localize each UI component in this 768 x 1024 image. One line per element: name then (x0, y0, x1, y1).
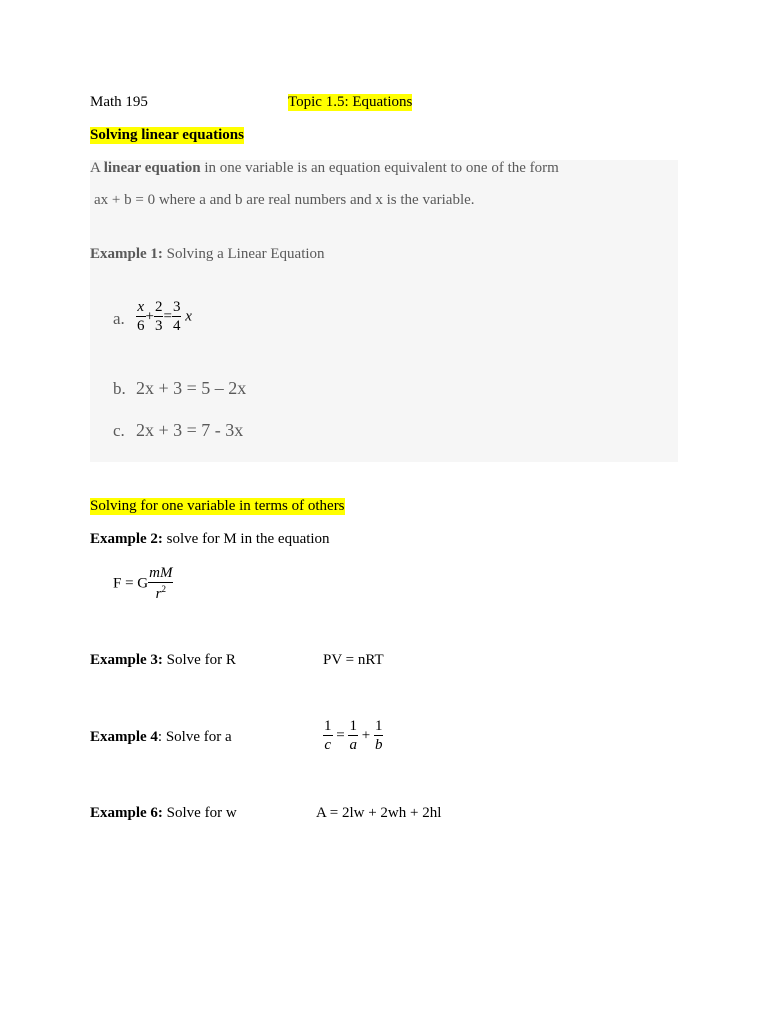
course-title: Math 195 (90, 94, 148, 110)
section-heading-variables: Solving for one variable in terms of others (90, 498, 345, 514)
frac-den: 4 (172, 318, 181, 334)
example6-heading (90, 805, 237, 822)
example4-heading (90, 729, 232, 746)
example6-label: Example 6: (90, 805, 163, 821)
definition-term: linear equation (103, 160, 201, 176)
example3-heading (90, 652, 236, 669)
plus-sign: + (361, 727, 371, 744)
example4-formula (323, 719, 383, 753)
frac-1-over-c (323, 719, 333, 753)
example4-label: Example 4 (90, 729, 158, 745)
example6-text: Solve for w (162, 805, 237, 821)
equals-sign: = (336, 727, 345, 744)
item-a-equation (136, 300, 192, 334)
example3-text: Solve for R (162, 652, 236, 668)
frac-den: c (324, 737, 332, 753)
item-c-equation: 2x + 3 = 7 - 3x (136, 420, 244, 440)
frac-den: 6 (137, 318, 145, 334)
frac-mM-over-r2 (148, 566, 173, 602)
example1-text: Solving a Linear Equation (162, 246, 325, 262)
example3-label: Example 3: (90, 652, 163, 668)
frac-1-over-b (374, 719, 384, 753)
frac-num: mM (149, 565, 173, 581)
example1-heading (90, 246, 325, 263)
frac-num: x (137, 299, 145, 315)
example4-text: : Solve for a (157, 729, 232, 745)
example2-label: Example 2: (90, 531, 163, 547)
definition-form-line: ax + b = 0 where a and b are real numbers and x is the variable. (94, 192, 475, 208)
frac-num: 1 (324, 718, 332, 734)
example6-formula: A = 2lw + 2wh + 2hl (316, 805, 442, 821)
frac-den (148, 583, 173, 602)
formula-lhs: F = G (113, 575, 149, 592)
example3-formula: PV = nRT (323, 652, 384, 668)
frac-3-over-4 (172, 300, 182, 334)
den-exponent: 2 (161, 584, 166, 594)
frac-num: 3 (172, 299, 181, 315)
frac-den: a (349, 737, 357, 753)
topic-title: Topic 1.5: Equations (288, 94, 413, 110)
definition-prefix: A (90, 160, 104, 176)
frac-den: 3 (154, 318, 163, 334)
frac-den: b (374, 737, 383, 753)
frac-num: 1 (374, 718, 383, 734)
example1-label: Example 1: (90, 246, 163, 262)
definition-rest: in one variable is an equation equivalent to one of the form (200, 160, 559, 176)
example2-text: solve for M in the equation (162, 531, 330, 547)
example2-heading (90, 531, 330, 548)
equals-sign: = (163, 308, 172, 325)
item-b-equation: 2x + 3 = 5 – 2x (136, 378, 247, 398)
variable-x: x (185, 308, 192, 325)
plus-sign: + (145, 308, 154, 325)
den-base: r (155, 586, 162, 602)
frac-x-over-6 (136, 300, 146, 334)
frac-num: 1 (349, 718, 357, 734)
item-c-label: c. (113, 421, 125, 440)
item-a-label: a. (113, 309, 125, 328)
frac-1-over-a (348, 719, 358, 753)
gravity-formula (113, 566, 173, 602)
frac-num: 2 (154, 299, 163, 315)
item-b-label: b. (113, 379, 126, 398)
section-heading-linear: Solving linear equations (90, 127, 244, 143)
definition-paragraph (90, 160, 559, 177)
